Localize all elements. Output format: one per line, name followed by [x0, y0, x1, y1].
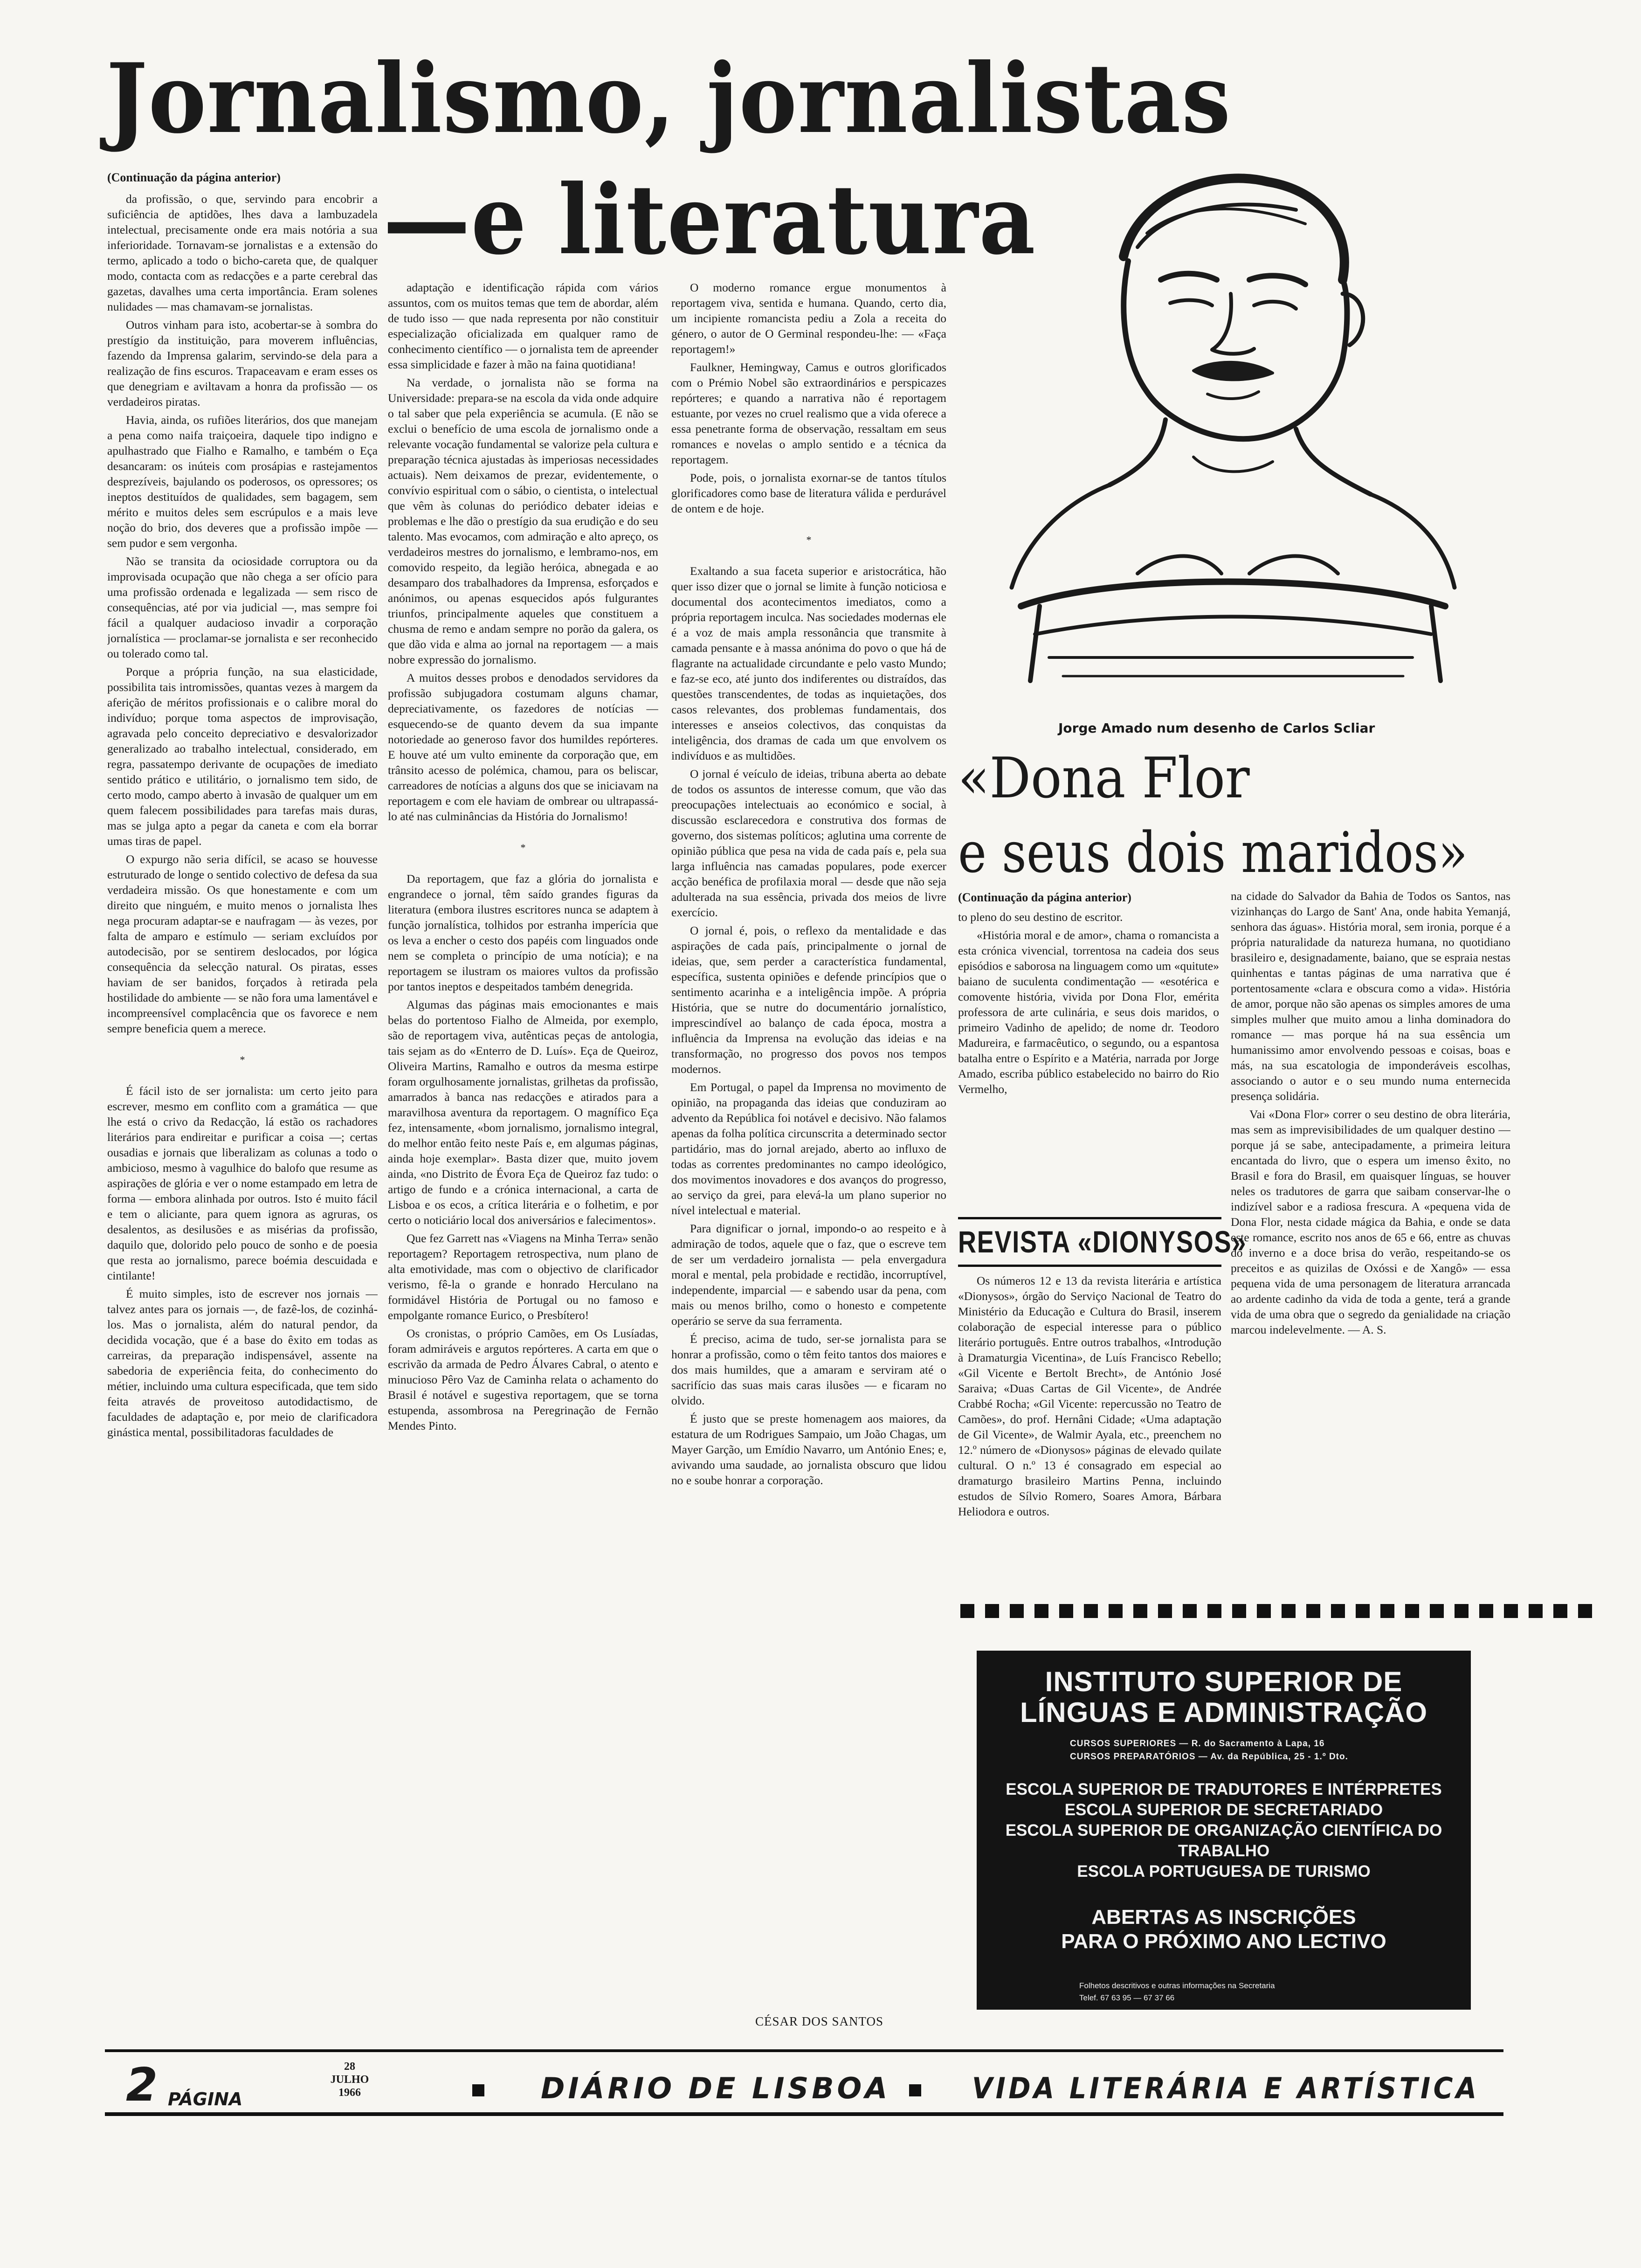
- paragraph: adaptação e identificação rápida com vários assuntos, com os muitos temas que tem de abordar, além de tudo isso — que nada representa por não constituir especialização oficializada em qualquer ramo de conhecimento científico — o jornalista tem de apreender essa simplicidade e fazer à mão na faina quotidiana!: [388, 281, 658, 371]
- paragraph: to pleno do seu destino de escritor.: [958, 910, 1123, 924]
- paragraph: Exaltando a sua faceta superior e aristocrática, hão quer isso dizer que o jornal se limite à função noticiosa e documental dos acontecimentos imediatos, como a própria reportagem inculca. Nas sociedades modernas ele é a voz de mais ampla ressonância que transmite à camada pensante e à massa anónima do povo o que há de flagrante na actualidade circundante e pelo vasto Mundo; e faz-se eco, até junto dos indiferentes ou distraídos, das questões transcendentes, de todas as inquietações, dos casos relevantes, dos problemas fundamentais, dos interesses e anseios colectivos, das conquistas da inteligência, dos dramas de cada um que envolvem os indivíduos e as multidões.: [671, 564, 946, 762]
- paragraph: A muitos desses probos e denodados servidores da profissão subjugadora costumam alguns chamar, depreciativamente, os fazedores de notícias — esquecendo-se de quanto devem da sua impante notoriedade ao generoso favor dos humildes repórteres. E houve até um vulto eminente da corporação que, em trânsito acesso de polémica, chamou, para os beliscar, carreadores de notícias a alguns dos que se iniciavam na reportagem e com ele haviam de ombrear ou ultrapassá-lo até nas culminâncias da História do Jornalismo!: [388, 671, 658, 823]
- paragraph: Porque a própria função, na sua elasticidade, possibilita tais intromissões, quantas vezes à margem da aferição de méritos profissionais e o calibre moral do indivíduo; porque toma aspectos de improvisação, agravada pelo conceito depreciativo e desvalorizador generalizado ao trabalho intelectual, considerado, em regra, passatempo derivante de ocupações de imediato sentido prático e utilitário, o jornalismo tem sido, de certo modo, campo aberto à invasão de qualquer um em quem falecem possibilidades para tarefas mais duras, mas se julga apto a pegar da caneta e com ela borrar umas tiras de papel.: [107, 665, 378, 848]
- revista-rule: [958, 1265, 1221, 1267]
- paragraph: É fácil isto de ser jornalista: um certo jeito para escrever, mesmo em conflito com a gramática — que lhe está o crivo da Redacção, lá estão os rachadores literários para endireitar e purificar a coisa —; certas ousadias e jornais que liberalizam as colunas a todo o ambicioso, mesmo à vagulhice do balofo que resume as aspirações de glória e ver o nome estampado em letra de forma — embora alinhada por outros. Isto é muito fácil e tem o aliciante, para quem ignora as agruras, os desalentos, as desilusões e as misérias da profissão, daquilo que, dolorido pelo pouco de sonho e de poesia que resta ao jornalismo, parece boémia descuidada e cintilante!: [107, 1084, 378, 1282]
- paragraph: na cidade do Salvador da Bahia de Todos os Santos, nas vizinhanças do Largo de Sant' Ana, onde habita Yemanjá, senhora das águas». História moral, sem ironia, porque é a própria naturalidade da natureza humana, no quotidiano brasileiro e, designadamente, baiano, que se espraia nestas quinhentas e tantas páginas de uma narrativa que é portentosamente «clara e obscura como a vida». História de amor, porque não são apenas os simples amores de uma simples mulher que muito amou a linha dominadora do romance — mas porque há na sua essência um humanissimo amor envolvendo pessoas e coisas, boas e más, na sua escatologia de imponderáveis escolhas, associando o autor e o seu mundo numa enternecida presença solidária.: [1231, 889, 1510, 1103]
- revista-body: [958, 1273, 1221, 1590]
- article-signature: CÉSAR DOS SANTOS: [755, 2014, 884, 2028]
- paragraph: É justo que se preste homenagem aos maiores, da estatura de um Rodrigues Sampaio, um João Chagas, um Mayer Garção, um Emídio Navarro, um António Enes; e, avivando uma saudade, ao jornalista obscuro que lidou no e soube honrar a corporação.: [671, 1412, 946, 1487]
- article-jornalismo-column-3: [671, 280, 946, 2005]
- article-jornalismo-column-1: [107, 191, 378, 2005]
- ad-footnote-line2: Telef. 67 63 95 — 67 37 66: [1079, 1993, 1175, 2002]
- headline-dona-flor-line2: e seus dois maridos»: [958, 821, 1468, 885]
- paragraph: Em Portugal, o papel da Imprensa no movimento de opinião, na propaganda das ideias que conduziram ao advento da República foi notável e decisivo. Não falamos apenas da folha política circunscrita a determinado sector partidário, mas do jornal arejado, aberto ao influxo de todas as correntes predominantes no campo ideológico, dos movimentos inovadores e dos avanços do progresso, ao serviço da grei, para elevá-la um plano superior no nível intelectual e material.: [671, 1080, 946, 1217]
- section-separator: *: [806, 534, 812, 546]
- footer-page-word: PÁGINA: [168, 2089, 243, 2109]
- ad-courses-line2: CURSOS PREPARATÓRIOS — Av. da República, 25 - 1.º Dto.: [1070, 1752, 1348, 1762]
- paragraph: Vai «Dona Flor» correr o seu destino de obra literária, mas sem as imprevisibilidades de um qualquer destino — porque já se sabe, antecipadamente, a primeira leitura encantada do livro, que o espera um imenso êxito, no Brasil e fora do Brasil, em quaisquer línguas, se houver neles os tradutores de garra que saibam conservar-lhe o indizível sabor e a radiosa frescura. A «pequena vida de Dona Flor, nesta cidade mágica da Bahia, e onde se data este romance, escrito nos anos de 65 e 66, entre as chuvas do inverno e a doce brisa do verão, respeitando-se os preceitos e as quizilas de Oxóssi e de Xangô» — essa pequena vida de uma personagem de literatura arrancada ao ardente cadinho da vida de toda a gente, terá a grande vida de uma obra que o segredo da genialidade na criação marcou indelevelmente. — A. S.: [1231, 1107, 1510, 1336]
- ad-school-1: ESCOLA SUPERIOR DE TRADUTORES E INTÉRPRETES: [1006, 1780, 1442, 1798]
- headline-jornalismo-line1: Jornalismo, jornalistas: [106, 43, 1232, 155]
- ad-title-line2: LÍNGUAS E ADMINISTRAÇÃO: [1020, 1697, 1428, 1728]
- article-jornalismo-column-2: [388, 280, 658, 2005]
- headline-dona-flor-line1: «Dona Flor: [958, 746, 1250, 811]
- footer-bullet-2: [909, 2084, 921, 2096]
- footer-section-name: VIDA LITERÁRIA E ARTÍSTICA: [972, 2071, 1480, 2105]
- footer-year: 1966: [338, 2087, 361, 2099]
- footer-month: JULHO: [330, 2074, 369, 2086]
- paragraph: Da reportagem, que faz a glória do jornalista e engrandece o jornal, têm saído grandes figuras da literatura (embora ilustres escritores nunca se adaptem à função jornalística, tolhidos por estranha imperícia que os leva a encher o cesto dos papéis com linguados onde nem se completa o princípio de uma notícia); e na reportagem se ilustram os maiores vultos da profissão por tantos ineptos e despeitados também denegrida.: [388, 872, 658, 993]
- ad-school-2: ESCOLA SUPERIOR DE SECRETARIADO: [1064, 1801, 1383, 1819]
- section-separator: *: [240, 1054, 245, 1065]
- continued-label-2: (Continuação da página anterior): [958, 891, 1131, 904]
- paragraph: Algumas das páginas mais emocionantes e mais belas do portentoso Fialho de Almeida, por exemplo, são de reportagem viva, autênticas peças de antologia, tais sejam as do «Enterro de D. Luís». Eça de Queiroz, Oliveira Martins, Ramalho e outros da mesma estirpe foram orgulhosamente jornalistas, grilhetas da profissão, amarrados à banca nas redacções e atirados para a maravilhosa aventura da reportagem. O magnífico Eça fez, intensamente, «bom jornalismo, jornalismo integral, do melhor então feito neste País e, em algumas páginas, ainda hoje exemplar». Basta dizer que, muito jovem ainda, «no Distrito de Évora Eça de Queiroz faz tudo: o artigo de fundo e a crónica internacional, a carta de Lisboa e os ecos, a crítica literária e o folhetim, e por certo o noticiário local dos aniversários e falecimentos».: [388, 998, 658, 1227]
- footer-paper-name: DIÁRIO DE LISBOA: [541, 2071, 891, 2105]
- ad-school-4: ESCOLA PORTUGUESA DE TURISMO: [1077, 1862, 1371, 1881]
- paragraph: Havia, ainda, os rufiões literários, dos que manejam a pena como naifa traiçoeira, daquele tipo indigno e apulhastrado que Fialho e Ramalho, e também o Eça desancaram: os inúteis com prosápias e rastejamentos desprezíveis, bajulando os poderosos, os opressores; os ineptos destituídos de qualidades, sem bagagem, sem mérito e muitos deles sem escrúpulos e a mais leve noção do brio, dos deveres que a profissão impõe — sem pudor e sem vergonha.: [107, 413, 378, 550]
- paragraph: O jornal é, pois, o reflexo da mentalidade e das aspirações de cada país, principalmente o jornal de ideias, que, sem perder a característica fundamental, específica, sustenta opiniões e defende princípios que o sentimento acarinha e a inteligência impõe. A própria História, que se nutre do documentário jornalístico, imprescindível ao balanço de cada época, mostra a influência da Imprensa na evolução das ideias e na transformação, no progresso dos povos nos tempos modernos.: [671, 924, 946, 1076]
- footer-bottom-rule: [105, 2112, 1503, 2116]
- paragraph: Outros vinham para isto, acobertar-se à sombra do prestígio da instituição, para moverem influências, fazendo da Imprensa galarim, servindo-se dela para a realização de fins escuros. Trapaceavam e eram esses os que denegriam e aviltavam a honra da profissão — os verdadeiros piratas.: [107, 318, 378, 408]
- footer-date: [317, 2060, 382, 2099]
- dotted-separator: [960, 1604, 1592, 1618]
- paragraph: O expurgo não seria difícil, se acaso se houvesse estruturado de longe o sentido colectivo de defesa da sua verdadeira missão. Os que honestamente e com um direito que ninguém, e muito menos o jornalista lhes nega procuram adaptar-se e naufragam — às vezes, por falta de amparo e estímulo — seriam excluídos por autodecisão, por se sentirem deslocados, por lógica consequência da selecção natural. Os piratas, esses haviam de ser banidos, forçados à retirada pela hostilidade do ambiente — se não fora uma lamentável e incompreensível complacência que os favorece e nem sempre beneficia quem a merece.: [107, 852, 378, 1035]
- paragraph: Que fez Garrett nas «Viagens na Minha Terra» senão reportagem? Reportagem retrospectiva, num plano de alta emotividade, mas com o objectivo de clarificador verismo, fê-la o grande e honrado Herculano na formidável História de Portugal ou no famoso e empolgante romance Eurico, o Presbítero!: [388, 1231, 658, 1322]
- section-separator: *: [520, 842, 526, 853]
- ad-courses-line1: CURSOS SUPERIORES — R. do Sacramento à Lapa, 16: [1070, 1739, 1325, 1749]
- revista-title: REVISTA «DIONYSOS»: [958, 1224, 1247, 1259]
- paragraph: Na verdade, o jornalista não se forma na Universidade: prepara-se na escola da vida onde adquire o tal saber que pela experiência se acumula. (E não se exclui o benefício de uma escola de jornalismo onde a relevante vocação fundamental se valorize pela cultura e preparação técnica ajustadas às imperiosas necessidades actuais). Nem deixamos de prezar, evidentemente, o convívio espiritual com o sábio, o cientista, o intelectual que vêm às colunas do periódico debater ideias e problemas e lhe dão o prestígio da sua erudição e do seu talento. Mas evocamos, com admiração e alto apreço, os verdadeiros mestres do jornalismo, e lembramo-nos, em comovido respeito, da legião heróica, abnegada e ao desamparo dos trabalhadores da Imprensa, esforçados e anónimos, ou apenas esquecidos após fulgurantes triunfos, principalmente aqueles que constituem a chusma de remo e andam sempre no porão da galera, os que dão vida e alma ao jornal na reportagem — a mais nobre expressão do jornalismo.: [388, 376, 658, 666]
- continued-label-1: (Continuação da página anterior): [107, 171, 281, 184]
- footer-top-rule: [105, 2049, 1503, 2052]
- paragraph: «História moral e de amor», chama o romancista a esta crónica vivencial, torrentosa na cadeia dos seus episódios e saborosa na linguagem como um «quitute» baiano de suculenta condimentação — «esotérica e comovente história, vivida por Dona Flor, emérita professora de arte culinária, e seus dois maridos, o primeiro Vadinho de apelido; de nome dr. Teodoro Madureira, e farmacêutico, o segundo, ou a espantosa batalha entre o Espírito e a Matéria, narrada por Jorge Amado, escriba público estabelecido no bairro do Rio Vermelho,: [958, 928, 1219, 1096]
- drawing-caption: Jorge Amado num desenho de Carlos Scliar: [1058, 720, 1375, 736]
- paragraph: O moderno romance ergue monumentos à reportagem viva, sentida e humana. Quando, certo dia, um incipiente romancista pediu a Zola a receita do género, o autor de O Germinal respondeu-lhe: — «Faça reportagem!»: [671, 281, 946, 356]
- paragraph: É muito simples, isto de escrever nos jornais — talvez antes para os jornais —, de fazê-los, de cozinhá-los. Mas o jornalista, além do natural pendor, da decidida vocação, que é a base do êxito em todas as carreiras, da preparação indispensável, assente na sabedoria de experiência feita, do conhecimento do métier, incluindo uma cultura especificada, que tem sido feita através de proveitoso autodidactismo, de faculdades de adaptação e, por meio de clarificadora ginástica mental, possibilitadoras faculdades de: [107, 1287, 378, 1439]
- paragraph: da profissão, o que, servindo para encobrir a suficiência de aptidões, lhes dava a lambuzadela intelectual, precisamente onde era mais notória a sua inferioridade. Tornavam-se jornalistas e a extensão do termo, aplicado a todo o bicho-careta que, de qualquer modo, contacta com as redacções e a parte cerebral das gazetas, davalhes uma certa importância. Eram solenes nulidades — mas chamavam-se jornalistas.: [107, 192, 378, 313]
- footer-bullet-1: [472, 2084, 484, 2096]
- ad-school-3: ESCOLA SUPERIOR DE ORGANIZAÇÃO CIENTÍFICA DO TRABALHO: [1005, 1821, 1442, 1860]
- paragraph: Faulkner, Hemingway, Camus e outros glorificados com o Prémio Nobel são extraordinários e perspicazes repórteres; e quando a narrativa não é reportagem estuante, por vezes no cruel realismo que a vida oferece a essa penetrante forma de observação, ressaltam em seus romances e novelas o amplo sentido e a técnica da reportagem.: [671, 360, 946, 466]
- portrait-sketch-icon: [970, 140, 1492, 718]
- paragraph: Para dignificar o jornal, impondo-o ao respeito e à admiração de todos, aquele que o faz, que o escreve tem de ser um verdadeiro jornalista — pela envergadura moral e mental, pela probidade e rectidão, incorruptível, independente, imparcial — e sabendo usar da pena, com mais ou menos brilho, como o honesto e competente operário se serve da sua ferramenta.: [671, 1222, 946, 1328]
- paragraph: É preciso, acima de tudo, ser-se jornalista para se honrar a profissão, como o têm feito tantos dos maiores e dos mais humildes, que a amaram e serviram até o sacrifício das suas mais caras ilusões — e ficaram no olvido.: [671, 1332, 946, 1407]
- ad-inscriptions-line1: ABERTAS AS INSCRIÇÕES: [1091, 1906, 1356, 1929]
- ad-footnote-line1: Folhetos descritivos e outras informações na Secretaria: [1079, 1981, 1275, 1990]
- footer-page-number: 2: [126, 2059, 158, 2112]
- article-dona-flor-column-1: [958, 909, 1219, 1208]
- ad-title-line1: INSTITUTO SUPERIOR DE: [1045, 1666, 1403, 1697]
- paragraph: Pode, pois, o jornalista exornar-se de tantos títulos glorificadores como base de literatura válida e perdurável de ontem e de hoje.: [671, 471, 946, 515]
- institute-advertisement: [977, 1651, 1471, 2010]
- paragraph: Os números 12 e 13 da revista literária e artística «Dionysos», órgão do Serviço Nacional de Teatro do Ministério da Educação e Cultura do Brasil, inserem colaboração de especial interesse para o público literário português. Entre outros trabalhos, «Introdução à Dramaturgia Vicentina», de Luís Francisco Rebello; «Gil Vicente e Bertolt Brecht», de António José Saraiva; «Duas Cartas de Gil Vicente», de Andrée Crabbé Rocha; «Gil Vicente: repercussão no Teatro de Camões», do prof. Hernâni Cidade; «Uma adaptação de Gil Vicente», de Walmir Ayala, etc., preenchem no 12.º número de «Dionysos» páginas de elevado quilate cultural. O n.º 13 é consagrado em especial ao dramaturgo brasileiro Martins Penna, incluindo estudos de Sílvio Romero, Soares Amora, Bárbara Heliodora e outros.: [958, 1274, 1221, 1518]
- paragraph: O jornal é veículo de ideias, tribuna aberta ao debate de todos os assuntos de interesse comum, que vão das preocupações intelectuais ao económico e social, à discussão esclarecedora e construtiva dos formas de governo, dos sistemas políticos; aglutina uma corrente de opinião pública que pesa na vida de cada país e, pela sua larga influência nas camadas populares, pode exercer acção benéfica de profilaxia moral — desde que não seja adulterada na sua essência, privada dos meios de livre exercício.: [671, 767, 946, 919]
- footer-day: 28: [344, 2061, 355, 2073]
- ad-inscriptions-line2: PARA O PRÓXIMO ANO LECTIVO: [1061, 1930, 1386, 1953]
- paragraph: Não se transita da ociosidade corruptora ou da improvisada ocupação que não chega a ser ofício para uma profissão ordenada e legalizada — sem risco de consequências, até por via judicial —, mas sempre foi fácil a qualquer audacioso invadir a corporação jornalística — proclamar-se jornalista e ser reconhecido ou tolerado como tal.: [107, 554, 378, 660]
- article-dona-flor-column-2: [1231, 888, 1510, 1588]
- headline-jornalismo-line2: —e literatura: [383, 164, 1036, 276]
- paragraph: Os cronistas, o próprio Camões, em Os Lusíadas, foram admiráveis e argutos repórteres. A carta em que o escrivão da armada de Pedro Álvares Cabral, o atento e minucioso Pêro Vaz de Caminha relata o achamento do Brasil é notável e sugestiva reportagem, que se torna estupenda, assombrosa na Peregrinação de Fernão Mendes Pinto.: [388, 1327, 658, 1432]
- revista-frame: [958, 1217, 1221, 1219]
